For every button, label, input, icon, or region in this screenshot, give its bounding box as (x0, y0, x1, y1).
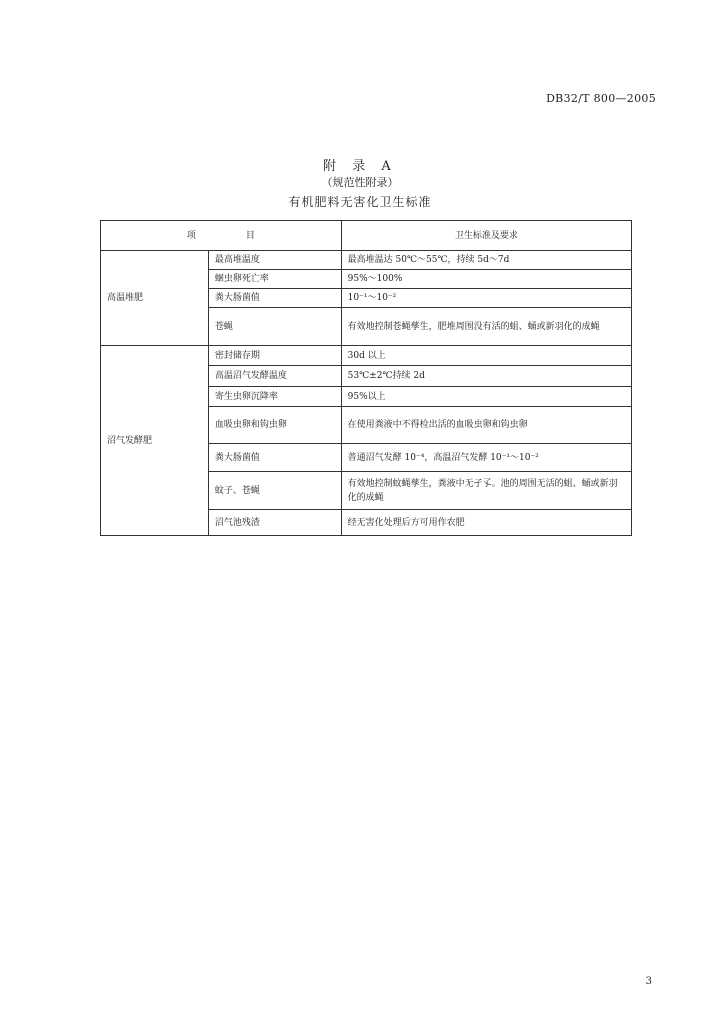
row-requirement: 在使用粪液中不得检出活的血吸虫卵和钩虫卵 (341, 407, 631, 444)
row-requirement: 30d 以上 (341, 346, 631, 366)
row-requirement: 经无害化处理后方可用作农肥 (341, 510, 631, 536)
row-requirement: 有效地控制苍蝇孳生，肥堆周围没有活的蛆、蛹或新羽化的成蝇 (341, 308, 631, 346)
row-item: 高温沼气发酵温度 (208, 366, 341, 387)
row-requirement: 普通沼气发酵 10⁻⁴，高温沼气发酵 10⁻¹～10⁻² (341, 444, 631, 472)
header-requirement: 卫生标准及要求 (341, 221, 631, 251)
row-requirement: 95%～100% (341, 270, 631, 289)
row-requirement: 95%以上 (341, 387, 631, 407)
row-item: 蛔虫卵死亡率 (208, 270, 341, 289)
row-item: 粪大肠菌值 (208, 444, 341, 472)
row-item: 最高堆温度 (208, 251, 341, 270)
document-code: DB32/T 800—2005 (546, 92, 656, 105)
row-item: 粪大肠菌值 (208, 289, 341, 308)
row-item: 苍蝇 (208, 308, 341, 346)
group-label: 沼气发酵肥 (101, 346, 209, 536)
row-item: 血吸虫卵和钩虫卵 (208, 407, 341, 444)
row-requirement: 10⁻¹～10⁻² (341, 289, 631, 308)
row-requirement: 有效地控制蚊蝇孳生，粪液中无孑孓。池的周围无活的蛆、蛹或新羽化的成蝇 (341, 472, 631, 510)
table-header-row (101, 221, 632, 251)
appendix-title: 附 录 A (323, 159, 397, 174)
row-item: 沼气池残渣 (208, 510, 341, 536)
row-item: 蚊子、苍蝇 (208, 472, 341, 510)
group-label: 高温堆肥 (101, 251, 209, 346)
hygiene-standard-table (100, 220, 632, 536)
table-row (101, 251, 632, 270)
appendix-subtitle: （规范性附录） (321, 176, 399, 189)
table-row (101, 346, 632, 366)
row-item: 密封储存期 (208, 346, 341, 366)
row-item: 寄生虫卵沉降率 (208, 387, 341, 407)
page-number: 3 (645, 976, 652, 987)
appendix-caption: 有机肥料无害化卫生标准 (288, 195, 432, 209)
row-requirement: 53℃±2℃持续 2d (341, 366, 631, 387)
header-item: 项目 (101, 221, 342, 251)
row-requirement: 最高堆温达 50℃～55℃，持续 5d～7d (341, 251, 631, 270)
